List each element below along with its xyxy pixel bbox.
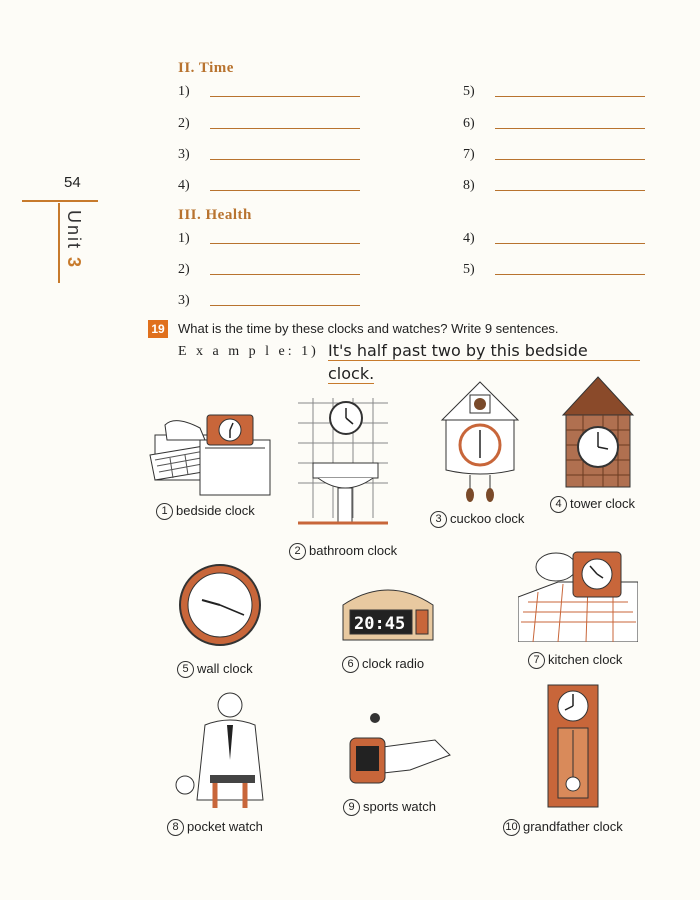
time-answer-1[interactable] (210, 96, 360, 97)
time-answer-7[interactable] (495, 159, 645, 160)
grandfather-clock-illustration (543, 680, 603, 810)
margin-divider (22, 200, 98, 202)
health-answer-2[interactable] (210, 274, 360, 275)
time-answer-6[interactable] (495, 128, 645, 129)
clock-caption-3: 3 cuckoo clock (430, 511, 524, 528)
clock-caption-2: 2 bathroom clock (289, 543, 397, 560)
clock-radio-illustration (338, 580, 438, 645)
time-answer-4[interactable] (210, 190, 360, 191)
example-sentence-line1: It's half past two by this bedside (328, 341, 640, 361)
health-item-1: 1) (178, 231, 190, 246)
page-number: 54 (64, 174, 81, 191)
time-item-8: 8) (463, 178, 475, 193)
time-answer-3[interactable] (210, 159, 360, 160)
tower-clock-illustration (558, 375, 638, 490)
health-answer-1[interactable] (210, 243, 360, 244)
health-item-2: 2) (178, 262, 190, 277)
time-item-5: 5) (463, 84, 475, 99)
health-answer-5[interactable] (495, 274, 645, 275)
exercise-instruction: What is the time by these clocks and watches? Write 9 sentences. (178, 321, 559, 336)
time-answer-2[interactable] (210, 128, 360, 129)
time-item-7: 7) (463, 147, 475, 162)
clock-caption-8: 8 pocket watch (167, 819, 263, 836)
time-answer-5[interactable] (495, 96, 645, 97)
kitchen-clock-illustration (518, 542, 638, 642)
example-sentence-line2: clock. (328, 364, 375, 383)
time-item-1: 1) (178, 84, 190, 99)
health-item-5: 5) (463, 262, 475, 277)
health-answer-3[interactable] (210, 305, 360, 306)
time-item-6: 6) (463, 116, 475, 131)
clock-caption-5: 5 wall clock (177, 661, 253, 678)
health-item-3: 3) (178, 293, 190, 308)
time-answer-8[interactable] (495, 190, 645, 191)
clock-caption-4: 4 tower clock (550, 496, 635, 513)
clock-caption-7: 7 kitchen clock (528, 652, 622, 669)
unit-tab-rule (58, 203, 60, 283)
sports-watch-illustration (340, 710, 455, 790)
example-label: E x a m p l e: 1) (178, 344, 319, 359)
unit-label: Unit 3 (64, 210, 84, 270)
time-item-3: 3) (178, 147, 190, 162)
time-item-4: 4) (178, 178, 190, 193)
exercise-number-badge: 19 (148, 320, 168, 338)
cuckoo-clock-illustration (440, 380, 520, 505)
health-item-4: 4) (463, 231, 475, 246)
bedside-clock-illustration (145, 400, 275, 500)
section-health-title: III. Health (178, 207, 252, 223)
time-item-2: 2) (178, 116, 190, 131)
clock-caption-6: 6 clock radio (342, 656, 424, 673)
clock-caption-1: 1 bedside clock (156, 503, 255, 520)
clock-radio-display: 20:45 (354, 614, 406, 634)
health-answer-4[interactable] (495, 243, 645, 244)
wall-clock-illustration (172, 560, 272, 650)
bathroom-clock-illustration (298, 398, 388, 528)
pocket-watch-illustration (175, 690, 275, 810)
clock-caption-9: 9 sports watch (343, 799, 436, 816)
section-time-title: II. Time (178, 60, 234, 76)
clock-caption-10: 10 grandfather clock (503, 819, 623, 836)
